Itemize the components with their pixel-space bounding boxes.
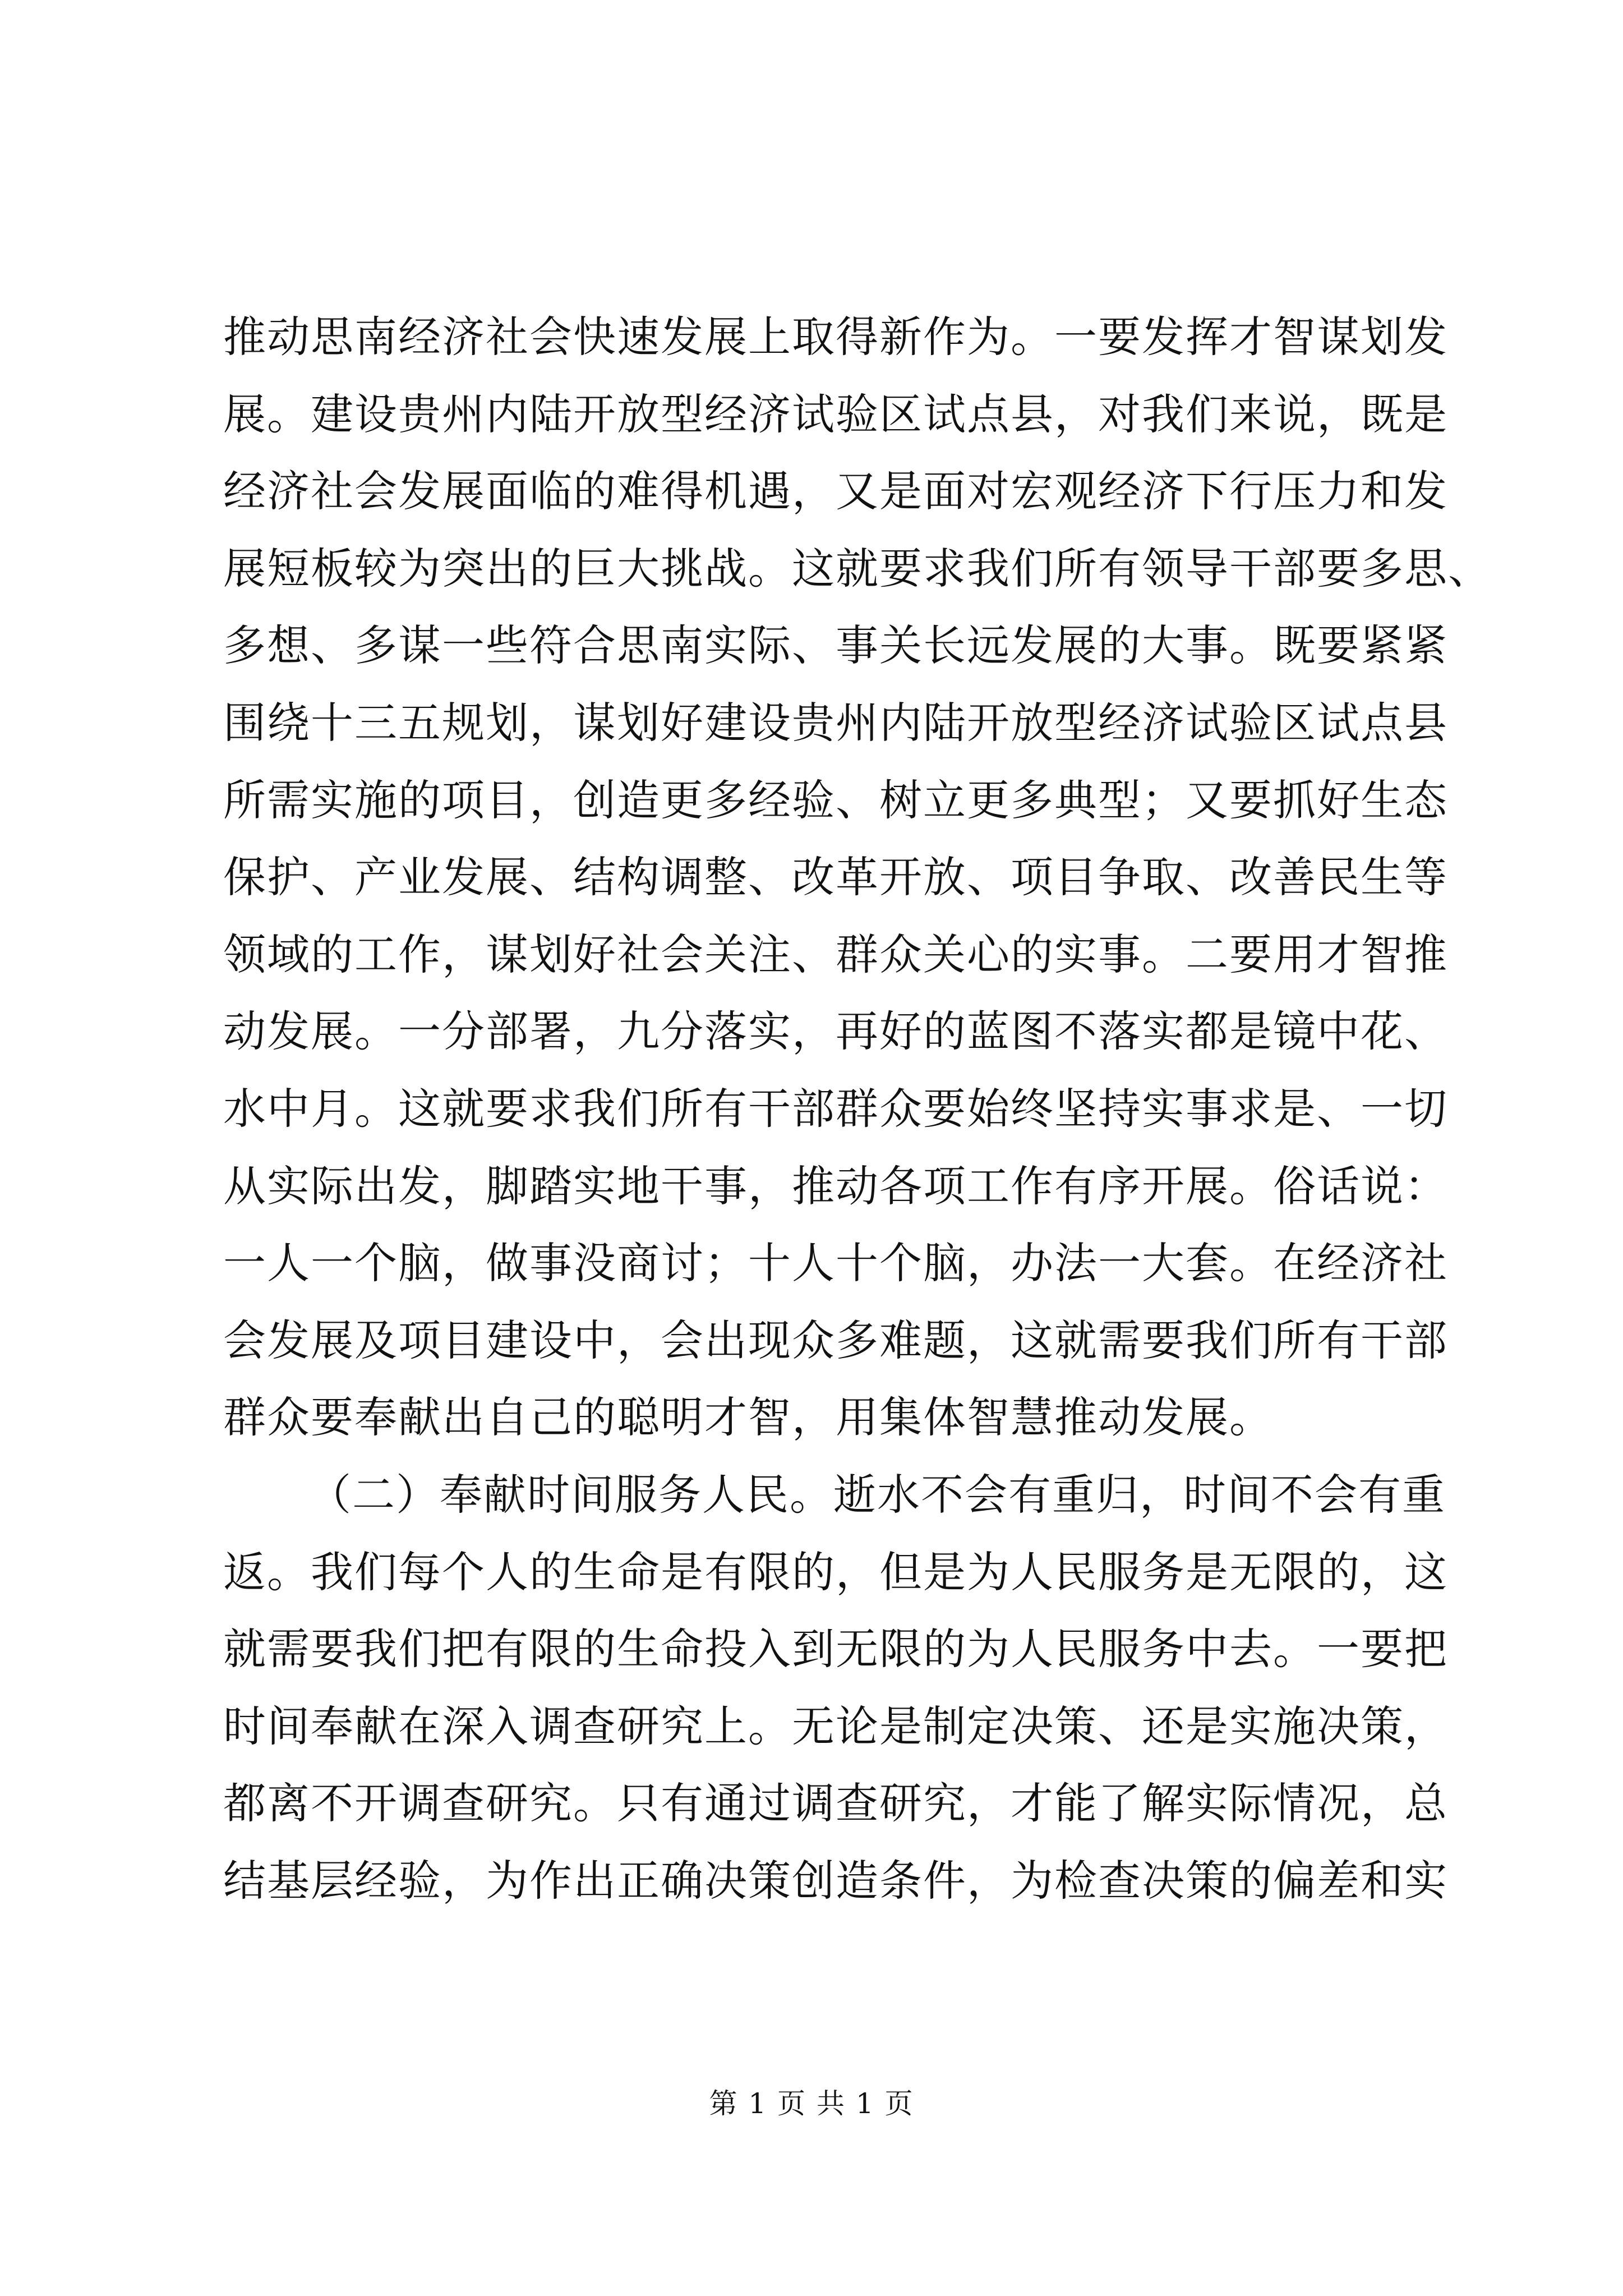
text-line: 就需要我们把有限的生命投入到无限的为人民服务中去。一要把 xyxy=(223,1624,1448,1674)
text-line: 展短板较为突出的巨大挑战。这就要求我们所有领导干部要多思、 xyxy=(223,543,1492,593)
text-line: 领域的工作，谋划好社会关注、群众关心的实事。二要用才智推 xyxy=(223,929,1448,979)
page-footer: 第 1 页 共 1 页 xyxy=(709,2087,914,2120)
section-heading-line: （二）奉献时间服务人民。逝水不会有重归，时间不会有重 xyxy=(308,1469,1446,1520)
text-line: 多想、多谋一些符合思南实际、事关长远发展的大事。既要紧紧 xyxy=(223,620,1448,671)
text-line: 返。我们每个人的生命是有限的，但是为人民服务是无限的，这 xyxy=(223,1547,1448,1597)
text-line: 所需实施的项目，创造更多经验、树立更多典型；又要抓好生态 xyxy=(223,775,1448,825)
text-line: 一人一个脑，做事没商讨；十人十个脑，办法一大套。在经济社 xyxy=(223,1238,1448,1289)
text-line: 群众要奉献出自己的聪明才智，用集体智慧推动发展。 xyxy=(223,1392,1273,1443)
text-line: 时间奉献在深入调查研究上。无论是制定决策、还是实施决策， xyxy=(223,1701,1448,1751)
body-text xyxy=(223,298,1492,1919)
text-line: 结基层经验，为作出正确决策创造条件，为检查决策的偏差和实 xyxy=(223,1855,1448,1906)
text-line: 都离不开调查研究。只有通过调查研究，才能了解实际情况，总 xyxy=(223,1778,1448,1829)
text-line: 动发展。一分部署，九分落实，再好的蓝图不落实都是镜中花、 xyxy=(223,1006,1448,1057)
text-line: 水中月。这就要求我们所有干部群众要始终坚持实事求是、一切 xyxy=(223,1083,1448,1134)
text-line: 推动思南经济社会快速发展上取得新作为。一要发挥才智谋划发 xyxy=(223,312,1448,362)
text-line: 围绕十三五规划，谋划好建设贵州内陆开放型经济试验区试点县 xyxy=(223,697,1448,748)
text-line: 保护、产业发展、结构调整、改革开放、项目争取、改善民生等 xyxy=(223,852,1448,903)
text-line: 展。建设贵州内陆开放型经济试验区试点县，对我们来说，既是 xyxy=(223,389,1448,439)
text-line: 会发展及项目建设中，会出现众多难题，这就需要我们所有干部 xyxy=(223,1315,1448,1365)
text-line: 从实际出发，脚踏实地干事，推动各项工作有序开展。俗话说： xyxy=(223,1161,1448,1211)
text-line: 经济社会发展面临的难得机遇，又是面对宏观经济下行压力和发 xyxy=(223,466,1448,517)
